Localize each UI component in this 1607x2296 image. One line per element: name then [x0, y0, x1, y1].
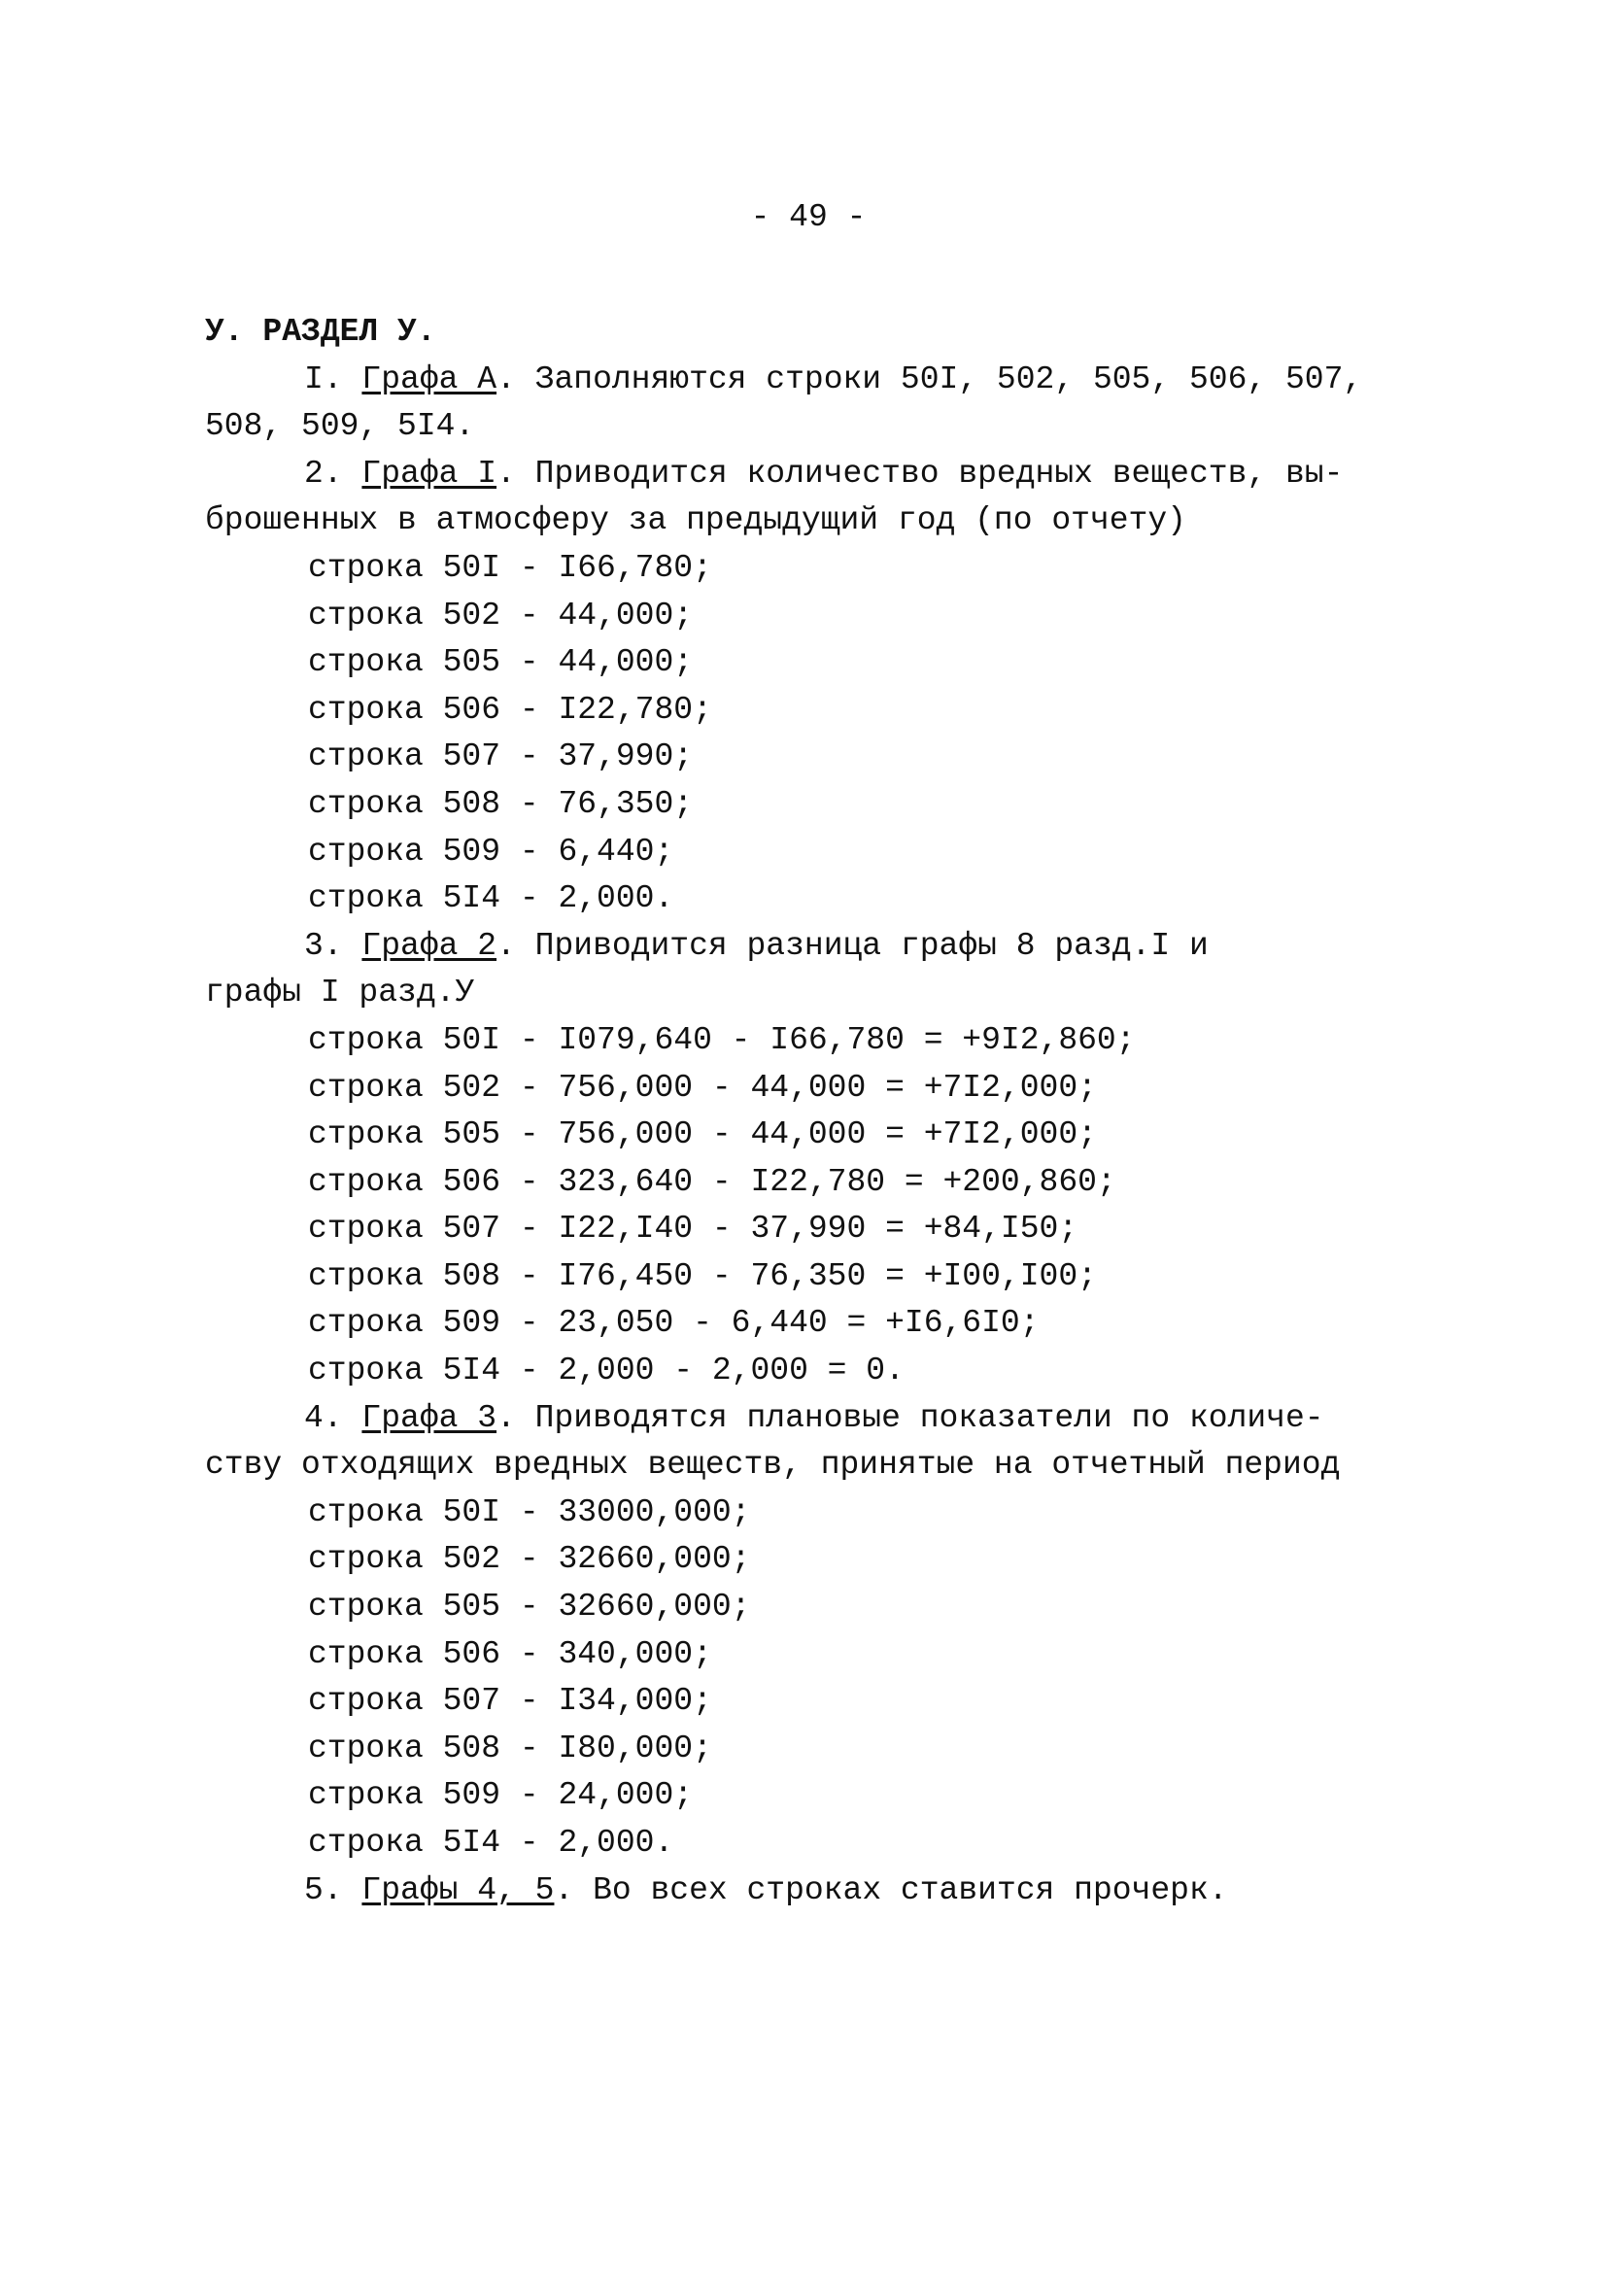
row-line: строка 5I4 - 2,000. — [308, 880, 674, 917]
item-heading: 2. Графа I. Приводится количество вредных веществ, вы- — [304, 455, 1344, 492]
row-line: строка 506 - 323,640 - I22,780 = +200,860; — [308, 1163, 1116, 1200]
column-label: Графа 2 — [361, 927, 497, 964]
item-heading: I. Графа А. Заполняются строки 50I, 502, 505, 506, 507, — [304, 360, 1363, 397]
item-continuation: 508, 509, 5I4. — [205, 408, 475, 445]
row-line: строка 507 - I34,000; — [308, 1683, 712, 1720]
item-1 — [205, 357, 1400, 451]
column-label: Графы 4, 5 — [361, 1871, 555, 1908]
row-line: строка 505 - 32660,000; — [308, 1589, 751, 1626]
item-heading: 3. Графа 2. Приводится разница графы 8 разд.I и — [304, 927, 1209, 964]
item-3 — [205, 923, 1400, 1395]
item-continuation: брошенных в атмосферу за предыдущий год (по отчету) — [205, 502, 1186, 539]
item-5 — [205, 1868, 1400, 1915]
row-line: строка 505 - 44,000; — [308, 644, 694, 681]
row-line: строка 509 - 23,050 - 6,440 = +I6,6I0; — [308, 1305, 1040, 1342]
item-2 — [205, 451, 1400, 923]
row-line: строка 508 - 76,350; — [308, 785, 694, 822]
row-line: строка 5I4 - 2,000 - 2,000 = 0. — [308, 1353, 905, 1389]
row-line: строка 507 - 37,990; — [308, 738, 694, 775]
row-line: строка 509 - 24,000; — [308, 1777, 694, 1814]
row-line: строка 506 - I22,780; — [308, 691, 712, 728]
page-number: - 49 - — [750, 199, 867, 235]
row-line: строка 506 - 340,000; — [308, 1635, 712, 1672]
row-line: строка 50I - I66,780; — [308, 549, 712, 586]
item-continuation: графы I разд.У — [205, 975, 475, 1011]
row-line: строка 508 - I76,450 - 76,350 = +I00,I00; — [308, 1257, 1097, 1294]
item-4 — [205, 1395, 1400, 1868]
row-line: строка 509 - 6,440; — [308, 833, 674, 870]
row-line: строка 508 - I80,000; — [308, 1730, 712, 1766]
row-line: строка 50I - I079,640 - I66,780 = +9I2,860; — [308, 1021, 1136, 1058]
document-body — [205, 309, 1400, 1914]
row-line: строка 507 - I22,I40 - 37,990 = +84,I50; — [308, 1211, 1078, 1248]
row-line: строка 505 - 756,000 - 44,000 = +7I2,000; — [308, 1116, 1097, 1153]
row-line: строка 502 - 44,000; — [308, 597, 694, 634]
column-label: Графа А — [361, 360, 497, 397]
section-title: У. РАЗДЕЛ У. — [205, 314, 436, 350]
row-line: строка 502 - 756,000 - 44,000 = +7I2,000; — [308, 1069, 1097, 1106]
column-label: Графа 3 — [361, 1399, 497, 1436]
row-line: строка 5I4 - 2,000. — [308, 1825, 674, 1861]
row-line: строка 502 - 32660,000; — [308, 1541, 751, 1578]
column-label: Графа I — [361, 455, 497, 492]
item-heading: 4. Графа 3. Приводятся плановые показатели по количе- — [304, 1399, 1324, 1436]
item-continuation: ству отходящих вредных веществ, принятые на отчетный период — [205, 1447, 1341, 1484]
item-heading: 5. Графы 4, 5. Во всех строках ставится прочерк. — [304, 1871, 1228, 1908]
row-line: строка 50I - 33000,000; — [308, 1493, 751, 1530]
